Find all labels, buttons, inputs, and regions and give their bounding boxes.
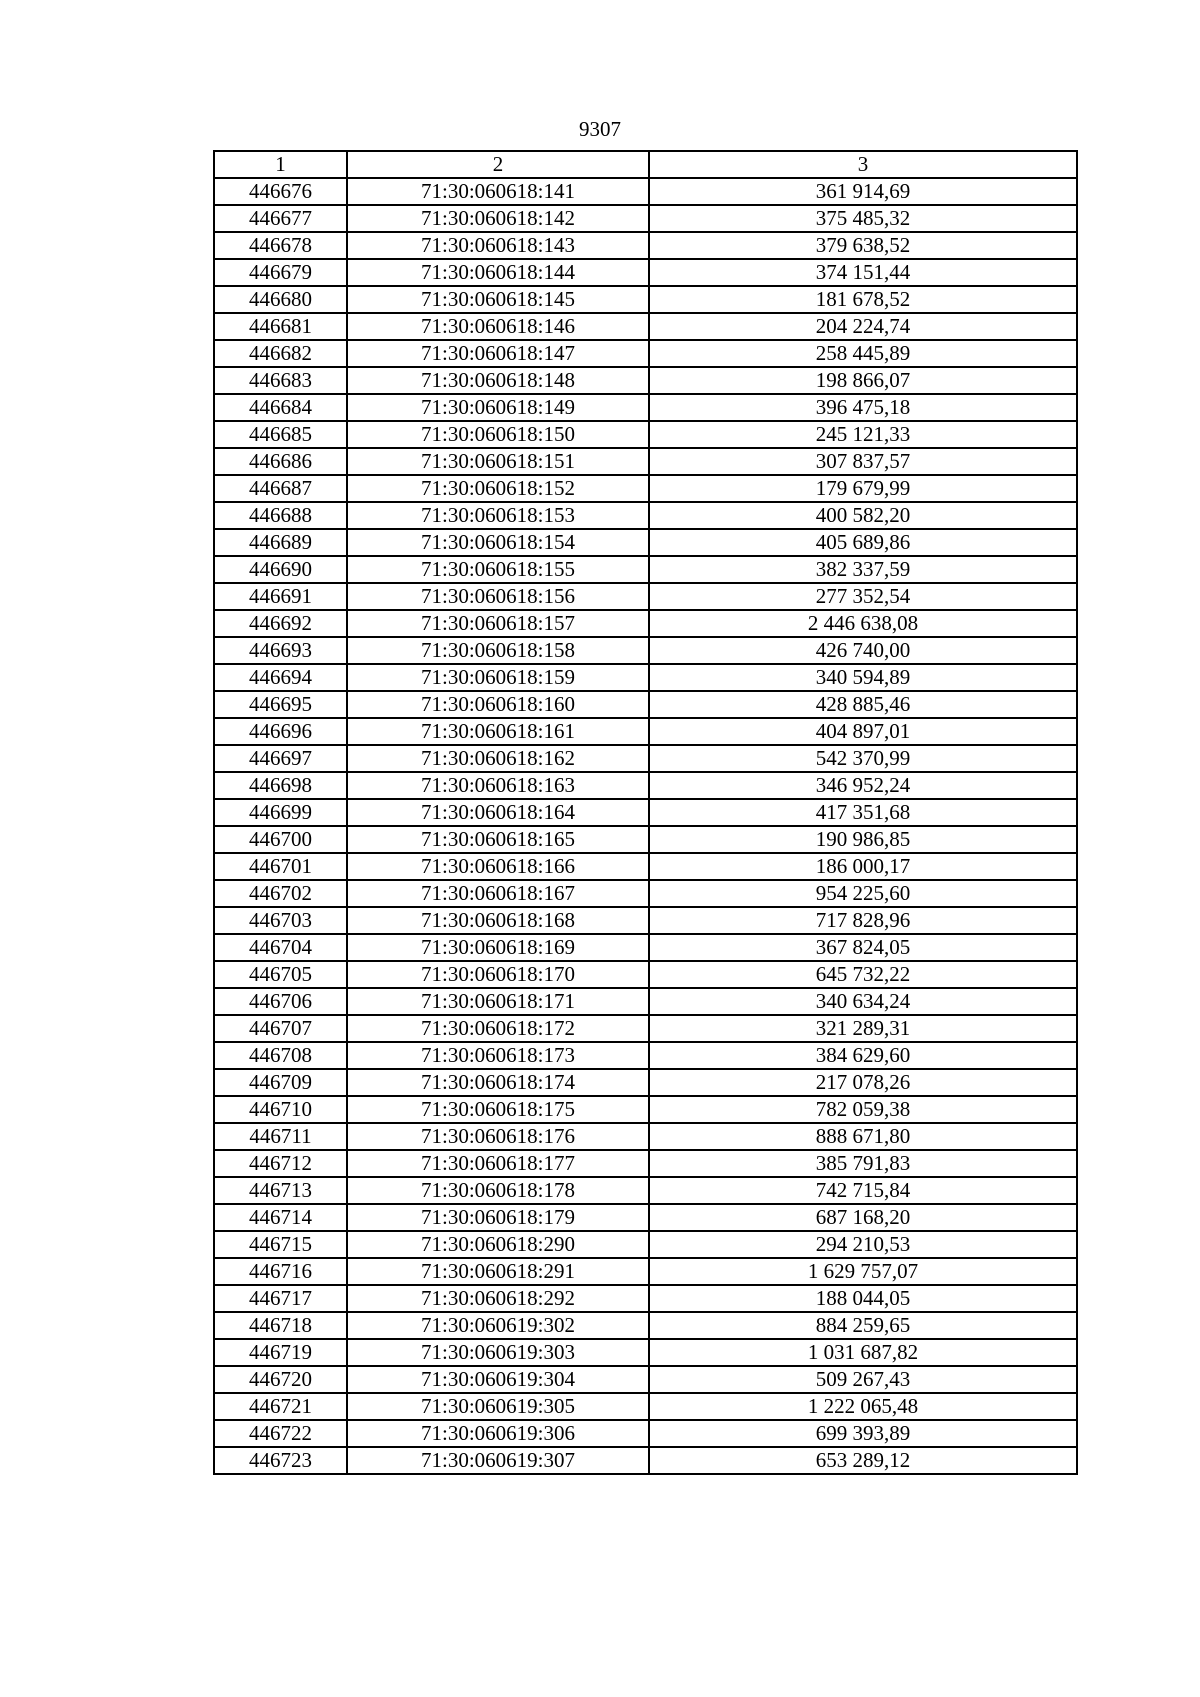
table-row — [214, 1231, 1077, 1258]
cell-value: 382 337,59 — [649, 556, 1077, 583]
cell-number: 446723 — [214, 1447, 347, 1474]
cell-number: 446688 — [214, 502, 347, 529]
cell-number: 446706 — [214, 988, 347, 1015]
table-row — [214, 610, 1077, 637]
cell-cadastral-id: 71:30:060619:303 — [347, 1339, 649, 1366]
table-row — [214, 556, 1077, 583]
cell-number: 446684 — [214, 394, 347, 421]
cell-cadastral-id: 71:30:060618:154 — [347, 529, 649, 556]
cell-number: 446689 — [214, 529, 347, 556]
cell-cadastral-id: 71:30:060618:159 — [347, 664, 649, 691]
table-row — [214, 637, 1077, 664]
header-row — [214, 151, 1077, 178]
cell-cadastral-id: 71:30:060618:147 — [347, 340, 649, 367]
cell-value: 717 828,96 — [649, 907, 1077, 934]
cell-cadastral-id: 71:30:060618:157 — [347, 610, 649, 637]
cell-cadastral-id: 71:30:060618:156 — [347, 583, 649, 610]
cell-value: 645 732,22 — [649, 961, 1077, 988]
table-row — [214, 907, 1077, 934]
cell-cadastral-id: 71:30:060618:176 — [347, 1123, 649, 1150]
cell-value: 321 289,31 — [649, 1015, 1077, 1042]
cell-number: 446710 — [214, 1096, 347, 1123]
cell-number: 446712 — [214, 1150, 347, 1177]
cell-value: 190 986,85 — [649, 826, 1077, 853]
cell-number: 446679 — [214, 259, 347, 286]
cell-cadastral-id: 71:30:060618:167 — [347, 880, 649, 907]
cell-value: 404 897,01 — [649, 718, 1077, 745]
table-row — [214, 664, 1077, 691]
cell-value: 277 352,54 — [649, 583, 1077, 610]
table-row — [214, 421, 1077, 448]
column-header-2: 2 — [347, 151, 649, 178]
table-row — [214, 1366, 1077, 1393]
cell-number: 446719 — [214, 1339, 347, 1366]
cell-number: 446676 — [214, 178, 347, 205]
cell-number: 446683 — [214, 367, 347, 394]
cell-value: 346 952,24 — [649, 772, 1077, 799]
cell-number: 446707 — [214, 1015, 347, 1042]
cell-value: 384 629,60 — [649, 1042, 1077, 1069]
cell-value: 742 715,84 — [649, 1177, 1077, 1204]
cell-cadastral-id: 71:30:060618:146 — [347, 313, 649, 340]
cell-cadastral-id: 71:30:060618:168 — [347, 907, 649, 934]
cell-value: 400 582,20 — [649, 502, 1077, 529]
table-row — [214, 934, 1077, 961]
cell-number: 446697 — [214, 745, 347, 772]
cell-value: 782 059,38 — [649, 1096, 1077, 1123]
table-row — [214, 691, 1077, 718]
cell-number: 446717 — [214, 1285, 347, 1312]
cell-value: 699 393,89 — [649, 1420, 1077, 1447]
cell-number: 446691 — [214, 583, 347, 610]
table-row — [214, 178, 1077, 205]
table-row — [214, 718, 1077, 745]
cell-value: 542 370,99 — [649, 745, 1077, 772]
cell-value: 361 914,69 — [649, 178, 1077, 205]
cell-cadastral-id: 71:30:060618:153 — [347, 502, 649, 529]
table-row — [214, 529, 1077, 556]
cell-number: 446713 — [214, 1177, 347, 1204]
cell-cadastral-id: 71:30:060618:169 — [347, 934, 649, 961]
cell-cadastral-id: 71:30:060618:179 — [347, 1204, 649, 1231]
table-row — [214, 1096, 1077, 1123]
cell-number: 446681 — [214, 313, 347, 340]
cell-cadastral-id: 71:30:060618:143 — [347, 232, 649, 259]
cell-number: 446716 — [214, 1258, 347, 1285]
cell-cadastral-id: 71:30:060618:150 — [347, 421, 649, 448]
table-row — [214, 961, 1077, 988]
cell-value: 653 289,12 — [649, 1447, 1077, 1474]
cell-cadastral-id: 71:30:060618:144 — [347, 259, 649, 286]
cell-cadastral-id: 71:30:060618:152 — [347, 475, 649, 502]
cell-number: 446694 — [214, 664, 347, 691]
table-row — [214, 475, 1077, 502]
page-number: 9307 — [579, 117, 621, 141]
cell-cadastral-id: 71:30:060619:305 — [347, 1393, 649, 1420]
table-row — [214, 1177, 1077, 1204]
table-row — [214, 1150, 1077, 1177]
cell-value: 307 837,57 — [649, 448, 1077, 475]
table-row — [214, 799, 1077, 826]
cell-value: 204 224,74 — [649, 313, 1077, 340]
table-row — [214, 1420, 1077, 1447]
cell-value: 687 168,20 — [649, 1204, 1077, 1231]
cell-cadastral-id: 71:30:060618:291 — [347, 1258, 649, 1285]
cell-cadastral-id: 71:30:060618:172 — [347, 1015, 649, 1042]
cell-value: 396 475,18 — [649, 394, 1077, 421]
cell-value: 375 485,32 — [649, 205, 1077, 232]
cell-number: 446701 — [214, 853, 347, 880]
table-row — [214, 1447, 1077, 1474]
table-row — [214, 1285, 1077, 1312]
table-row — [214, 205, 1077, 232]
cell-value: 1 222 065,48 — [649, 1393, 1077, 1420]
cell-cadastral-id: 71:30:060618:178 — [347, 1177, 649, 1204]
cell-cadastral-id: 71:30:060618:290 — [347, 1231, 649, 1258]
cell-number: 446682 — [214, 340, 347, 367]
cell-number: 446703 — [214, 907, 347, 934]
cell-value: 217 078,26 — [649, 1069, 1077, 1096]
table-row — [214, 853, 1077, 880]
column-header-1: 1 — [214, 151, 347, 178]
cell-cadastral-id: 71:30:060618:175 — [347, 1096, 649, 1123]
cell-cadastral-id: 71:30:060618:165 — [347, 826, 649, 853]
cell-cadastral-id: 71:30:060618:171 — [347, 988, 649, 1015]
cell-number: 446711 — [214, 1123, 347, 1150]
table-row — [214, 259, 1077, 286]
cell-number: 446687 — [214, 475, 347, 502]
cell-number: 446700 — [214, 826, 347, 853]
cell-number: 446718 — [214, 1312, 347, 1339]
cell-cadastral-id: 71:30:060618:292 — [347, 1285, 649, 1312]
cell-value: 258 445,89 — [649, 340, 1077, 367]
table-row — [214, 1312, 1077, 1339]
cell-number: 446677 — [214, 205, 347, 232]
cell-cadastral-id: 71:30:060619:304 — [347, 1366, 649, 1393]
cell-value: 1 629 757,07 — [649, 1258, 1077, 1285]
cell-value: 888 671,80 — [649, 1123, 1077, 1150]
cell-value: 428 885,46 — [649, 691, 1077, 718]
cell-value: 188 044,05 — [649, 1285, 1077, 1312]
cell-cadastral-id: 71:30:060618:155 — [347, 556, 649, 583]
cell-cadastral-id: 71:30:060618:145 — [347, 286, 649, 313]
cell-value: 417 351,68 — [649, 799, 1077, 826]
table-row — [214, 286, 1077, 313]
cell-cadastral-id: 71:30:060618:149 — [347, 394, 649, 421]
cell-value: 294 210,53 — [649, 1231, 1077, 1258]
cell-number: 446720 — [214, 1366, 347, 1393]
table-row — [214, 826, 1077, 853]
cell-value: 340 634,24 — [649, 988, 1077, 1015]
cell-value: 367 824,05 — [649, 934, 1077, 961]
table-row — [214, 583, 1077, 610]
cell-cadastral-id: 71:30:060618:170 — [347, 961, 649, 988]
cell-cadastral-id: 71:30:060618:173 — [347, 1042, 649, 1069]
cell-cadastral-id: 71:30:060618:148 — [347, 367, 649, 394]
table-row — [214, 448, 1077, 475]
cell-value: 1 031 687,82 — [649, 1339, 1077, 1366]
table-row — [214, 1258, 1077, 1285]
cell-number: 446699 — [214, 799, 347, 826]
cell-number: 446690 — [214, 556, 347, 583]
table-row — [214, 313, 1077, 340]
table-row — [214, 394, 1077, 421]
table-row — [214, 340, 1077, 367]
table-row — [214, 880, 1077, 907]
table-row — [214, 1069, 1077, 1096]
cell-value: 954 225,60 — [649, 880, 1077, 907]
cell-value: 509 267,43 — [649, 1366, 1077, 1393]
cell-value: 245 121,33 — [649, 421, 1077, 448]
cell-cadastral-id: 71:30:060619:307 — [347, 1447, 649, 1474]
cell-number: 446715 — [214, 1231, 347, 1258]
cell-number: 446692 — [214, 610, 347, 637]
cell-value: 379 638,52 — [649, 232, 1077, 259]
cell-number: 446698 — [214, 772, 347, 799]
column-header-3: 3 — [649, 151, 1077, 178]
cell-cadastral-id: 71:30:060618:163 — [347, 772, 649, 799]
table-row — [214, 367, 1077, 394]
table-row — [214, 232, 1077, 259]
cell-cadastral-id: 71:30:060618:177 — [347, 1150, 649, 1177]
table-row — [214, 745, 1077, 772]
cell-value: 186 000,17 — [649, 853, 1077, 880]
cell-value: 181 678,52 — [649, 286, 1077, 313]
cell-number: 446714 — [214, 1204, 347, 1231]
cell-value: 385 791,83 — [649, 1150, 1077, 1177]
cell-value: 2 446 638,08 — [649, 610, 1077, 637]
cell-number: 446678 — [214, 232, 347, 259]
cell-cadastral-id: 71:30:060618:142 — [347, 205, 649, 232]
cell-cadastral-id: 71:30:060618:174 — [347, 1069, 649, 1096]
table-row — [214, 1339, 1077, 1366]
table-row — [214, 1123, 1077, 1150]
cell-number: 446680 — [214, 286, 347, 313]
table-row — [214, 1393, 1077, 1420]
cell-cadastral-id: 71:30:060619:306 — [347, 1420, 649, 1447]
cell-number: 446695 — [214, 691, 347, 718]
cell-value: 884 259,65 — [649, 1312, 1077, 1339]
cell-cadastral-id: 71:30:060618:161 — [347, 718, 649, 745]
table-body — [214, 178, 1077, 1474]
data-table — [213, 150, 1078, 1475]
cell-number: 446709 — [214, 1069, 347, 1096]
cell-cadastral-id: 71:30:060618:166 — [347, 853, 649, 880]
table-row — [214, 988, 1077, 1015]
cell-number: 446702 — [214, 880, 347, 907]
cell-number: 446722 — [214, 1420, 347, 1447]
cell-cadastral-id: 71:30:060619:302 — [347, 1312, 649, 1339]
cell-number: 446685 — [214, 421, 347, 448]
table-row — [214, 1204, 1077, 1231]
table-row — [214, 502, 1077, 529]
cell-cadastral-id: 71:30:060618:141 — [347, 178, 649, 205]
table-header — [214, 151, 1077, 178]
table-row — [214, 1042, 1077, 1069]
cell-value: 179 679,99 — [649, 475, 1077, 502]
cell-number: 446693 — [214, 637, 347, 664]
cell-number: 446686 — [214, 448, 347, 475]
cell-value: 426 740,00 — [649, 637, 1077, 664]
cell-cadastral-id: 71:30:060618:164 — [347, 799, 649, 826]
cell-value: 374 151,44 — [649, 259, 1077, 286]
cell-value: 405 689,86 — [649, 529, 1077, 556]
cell-number: 446721 — [214, 1393, 347, 1420]
cell-number: 446705 — [214, 961, 347, 988]
cell-value: 340 594,89 — [649, 664, 1077, 691]
cell-cadastral-id: 71:30:060618:151 — [347, 448, 649, 475]
cell-cadastral-id: 71:30:060618:158 — [347, 637, 649, 664]
cell-number: 446708 — [214, 1042, 347, 1069]
cell-cadastral-id: 71:30:060618:162 — [347, 745, 649, 772]
cell-number: 446696 — [214, 718, 347, 745]
table-row — [214, 772, 1077, 799]
table-row — [214, 1015, 1077, 1042]
cell-number: 446704 — [214, 934, 347, 961]
cell-cadastral-id: 71:30:060618:160 — [347, 691, 649, 718]
cell-value: 198 866,07 — [649, 367, 1077, 394]
